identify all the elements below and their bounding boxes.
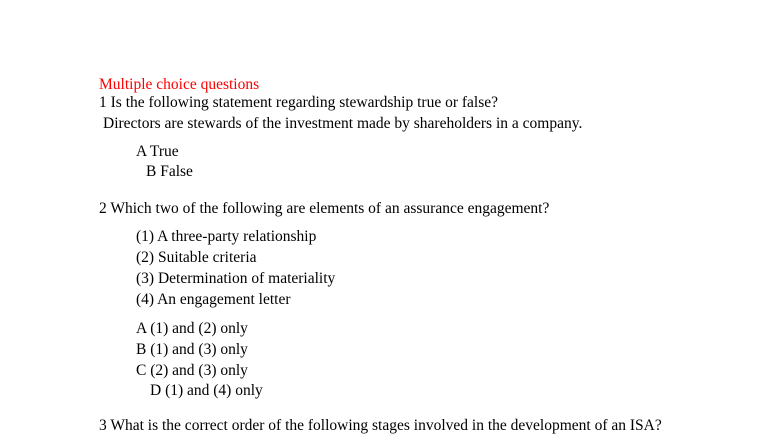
question-2-item-3: (3) Determination of materiality bbox=[136, 270, 336, 287]
question-1-answer-a: A True bbox=[136, 143, 179, 160]
question-2-answer-a: A (1) and (2) only bbox=[136, 320, 248, 337]
question-3-text: 3 What is the correct order of the following stages involved in the development of an ISA? bbox=[99, 417, 662, 434]
question-2-answer-d: D (1) and (4) only bbox=[150, 382, 263, 399]
question-1-statement: Directors are stewards of the investment made by shareholders in a company. bbox=[103, 115, 583, 132]
question-2-answer-b: B (1) and (3) only bbox=[136, 341, 248, 358]
question-2-answer-c: C (2) and (3) only bbox=[136, 362, 248, 379]
question-2-item-2: (2) Suitable criteria bbox=[136, 249, 257, 266]
question-1-text: 1 Is the following statement regarding stewardship true or false? bbox=[99, 94, 499, 111]
question-2-item-1: (1) A three-party relationship bbox=[136, 228, 317, 245]
question-2-item-4: (4) An engagement letter bbox=[136, 291, 291, 308]
question-2-text: 2 Which two of the following are elements of an assurance engagement? bbox=[99, 200, 550, 217]
question-1-answer-b: B False bbox=[146, 163, 193, 180]
section-title: Multiple choice questions bbox=[99, 76, 260, 93]
